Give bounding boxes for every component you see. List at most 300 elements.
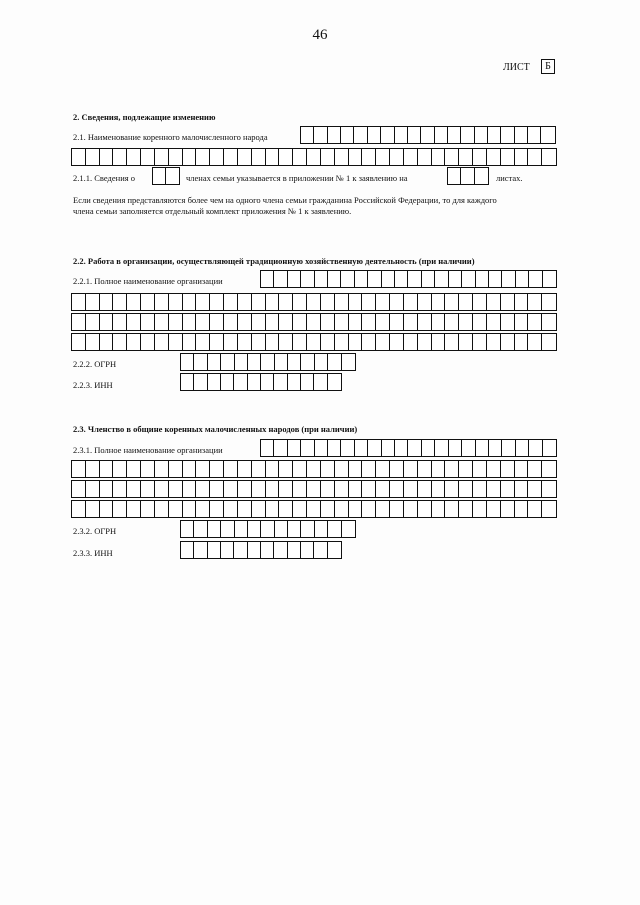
character-cell[interactable] xyxy=(279,334,293,350)
character-cell[interactable] xyxy=(418,294,432,310)
character-cell[interactable] xyxy=(169,461,183,477)
character-cell[interactable] xyxy=(183,461,197,477)
character-cell[interactable] xyxy=(418,461,432,477)
character-cell[interactable] xyxy=(208,374,221,390)
character-cell[interactable] xyxy=(210,461,224,477)
character-cell[interactable] xyxy=(252,461,266,477)
character-cell[interactable] xyxy=(293,149,307,165)
character-cell[interactable] xyxy=(321,501,335,517)
character-cell[interactable] xyxy=(155,501,169,517)
character-cell[interactable] xyxy=(395,127,408,143)
character-cell[interactable] xyxy=(181,521,194,537)
character-cell[interactable] xyxy=(473,334,487,350)
character-cell[interactable] xyxy=(355,271,368,287)
character-cell[interactable] xyxy=(288,271,301,287)
character-cell[interactable] xyxy=(183,501,197,517)
character-cell[interactable] xyxy=(155,461,169,477)
character-cell[interactable] xyxy=(418,149,432,165)
character-cell[interactable] xyxy=(315,271,328,287)
character-cell[interactable] xyxy=(275,521,288,537)
character-cell[interactable] xyxy=(261,521,274,537)
character-cell[interactable] xyxy=(301,374,314,390)
character-cell[interactable] xyxy=(502,440,515,456)
character-cell[interactable] xyxy=(445,334,459,350)
character-cell[interactable] xyxy=(501,334,515,350)
character-cell[interactable] xyxy=(448,168,461,184)
character-cell[interactable] xyxy=(252,314,266,330)
character-cell[interactable] xyxy=(395,440,408,456)
character-cell[interactable] xyxy=(376,149,390,165)
character-cell[interactable] xyxy=(307,461,321,477)
character-cell[interactable] xyxy=(543,271,556,287)
character-cell[interactable] xyxy=(542,334,556,350)
character-cell[interactable] xyxy=(183,314,197,330)
character-cell[interactable] xyxy=(210,149,224,165)
character-cell[interactable] xyxy=(301,354,314,370)
character-cell[interactable] xyxy=(432,481,446,497)
character-cell[interactable] xyxy=(408,127,421,143)
character-cell[interactable] xyxy=(382,271,395,287)
character-cell[interactable] xyxy=(328,271,341,287)
character-cell[interactable] xyxy=(86,481,100,497)
character-cell[interactable] xyxy=(473,501,487,517)
character-cell[interactable] xyxy=(542,481,556,497)
character-cell[interactable] xyxy=(376,501,390,517)
character-cell[interactable] xyxy=(72,294,86,310)
character-cell[interactable] xyxy=(252,501,266,517)
character-cell[interactable] xyxy=(266,481,280,497)
character-cell[interactable] xyxy=(86,314,100,330)
character-cell[interactable] xyxy=(275,354,288,370)
character-cell[interactable] xyxy=(141,501,155,517)
character-cell[interactable] xyxy=(261,440,274,456)
character-cell[interactable] xyxy=(462,440,475,456)
character-cell[interactable] xyxy=(528,127,541,143)
character-cell[interactable] xyxy=(487,294,501,310)
character-cell[interactable] xyxy=(279,501,293,517)
character-cell[interactable] xyxy=(362,149,376,165)
character-cell[interactable] xyxy=(301,440,314,456)
character-cell[interactable] xyxy=(183,294,197,310)
character-cell[interactable] xyxy=(196,481,210,497)
character-cell[interactable] xyxy=(86,149,100,165)
character-cell[interactable] xyxy=(376,294,390,310)
character-cell[interactable] xyxy=(501,461,515,477)
character-cell[interactable] xyxy=(238,294,252,310)
character-cell[interactable] xyxy=(113,149,127,165)
character-cell[interactable] xyxy=(113,461,127,477)
character-cell[interactable] xyxy=(445,294,459,310)
character-cell[interactable] xyxy=(502,271,515,287)
character-cell[interactable] xyxy=(404,314,418,330)
character-cell[interactable] xyxy=(72,149,86,165)
character-cell[interactable] xyxy=(221,542,234,558)
character-cell[interactable] xyxy=(307,149,321,165)
character-cell[interactable] xyxy=(181,354,194,370)
character-cell[interactable] xyxy=(155,481,169,497)
appendix-sheets-count-field[interactable] xyxy=(447,167,489,185)
character-cell[interactable] xyxy=(315,354,328,370)
character-cell[interactable] xyxy=(155,334,169,350)
character-cell[interactable] xyxy=(194,521,207,537)
character-cell[interactable] xyxy=(501,501,515,517)
character-cell[interactable] xyxy=(127,501,141,517)
character-cell[interactable] xyxy=(362,334,376,350)
character-cell[interactable] xyxy=(72,461,86,477)
character-cell[interactable] xyxy=(113,334,127,350)
character-cell[interactable] xyxy=(183,334,197,350)
character-cell[interactable] xyxy=(279,149,293,165)
character-cell[interactable] xyxy=(301,542,314,558)
character-cell[interactable] xyxy=(196,314,210,330)
character-cell[interactable] xyxy=(404,501,418,517)
character-cell[interactable] xyxy=(328,374,341,390)
character-cell[interactable] xyxy=(315,521,328,537)
character-cell[interactable] xyxy=(328,127,341,143)
character-cell[interactable] xyxy=(390,149,404,165)
character-cell[interactable] xyxy=(473,294,487,310)
character-cell[interactable] xyxy=(328,440,341,456)
work-ogrn-field[interactable] xyxy=(180,353,356,371)
character-cell[interactable] xyxy=(238,481,252,497)
character-cell[interactable] xyxy=(314,542,327,558)
character-cell[interactable] xyxy=(335,334,349,350)
character-cell[interactable] xyxy=(100,334,114,350)
character-cell[interactable] xyxy=(515,334,529,350)
character-cell[interactable] xyxy=(515,481,529,497)
character-cell[interactable] xyxy=(266,314,280,330)
character-cell[interactable] xyxy=(528,334,542,350)
work-org-name-field-row3[interactable] xyxy=(71,313,557,331)
character-cell[interactable] xyxy=(501,127,514,143)
character-cell[interactable] xyxy=(321,294,335,310)
character-cell[interactable] xyxy=(515,149,529,165)
character-cell[interactable] xyxy=(127,294,141,310)
character-cell[interactable] xyxy=(362,461,376,477)
character-cell[interactable] xyxy=(335,481,349,497)
community-org-name-field-row4[interactable] xyxy=(71,500,557,518)
character-cell[interactable] xyxy=(208,542,221,558)
character-cell[interactable] xyxy=(321,481,335,497)
character-cell[interactable] xyxy=(100,481,114,497)
character-cell[interactable] xyxy=(293,294,307,310)
character-cell[interactable] xyxy=(274,271,287,287)
character-cell[interactable] xyxy=(141,149,155,165)
character-cell[interactable] xyxy=(181,374,194,390)
character-cell[interactable] xyxy=(307,294,321,310)
character-cell[interactable] xyxy=(293,481,307,497)
character-cell[interactable] xyxy=(473,481,487,497)
character-cell[interactable] xyxy=(100,149,114,165)
character-cell[interactable] xyxy=(449,271,462,287)
character-cell[interactable] xyxy=(349,334,363,350)
character-cell[interactable] xyxy=(155,294,169,310)
character-cell[interactable] xyxy=(459,149,473,165)
indigenous-people-name-field-row2[interactable] xyxy=(71,148,557,166)
character-cell[interactable] xyxy=(252,149,266,165)
character-cell[interactable] xyxy=(221,374,234,390)
character-cell[interactable] xyxy=(489,271,502,287)
character-cell[interactable] xyxy=(376,481,390,497)
character-cell[interactable] xyxy=(221,354,234,370)
character-cell[interactable] xyxy=(487,481,501,497)
character-cell[interactable] xyxy=(266,501,280,517)
character-cell[interactable] xyxy=(208,354,221,370)
character-cell[interactable] xyxy=(355,440,368,456)
character-cell[interactable] xyxy=(459,334,473,350)
character-cell[interactable] xyxy=(266,461,280,477)
character-cell[interactable] xyxy=(194,542,207,558)
character-cell[interactable] xyxy=(113,314,127,330)
character-cell[interactable] xyxy=(516,271,529,287)
character-cell[interactable] xyxy=(528,294,542,310)
character-cell[interactable] xyxy=(301,271,314,287)
character-cell[interactable] xyxy=(335,314,349,330)
character-cell[interactable] xyxy=(475,168,488,184)
character-cell[interactable] xyxy=(224,481,238,497)
character-cell[interactable] xyxy=(194,354,207,370)
character-cell[interactable] xyxy=(473,314,487,330)
character-cell[interactable] xyxy=(169,314,183,330)
character-cell[interactable] xyxy=(169,334,183,350)
character-cell[interactable] xyxy=(224,149,238,165)
character-cell[interactable] xyxy=(487,149,501,165)
character-cell[interactable] xyxy=(301,127,314,143)
character-cell[interactable] xyxy=(476,271,489,287)
character-cell[interactable] xyxy=(224,334,238,350)
character-cell[interactable] xyxy=(487,501,501,517)
character-cell[interactable] xyxy=(459,314,473,330)
character-cell[interactable] xyxy=(515,314,529,330)
character-cell[interactable] xyxy=(528,149,542,165)
character-cell[interactable] xyxy=(335,501,349,517)
character-cell[interactable] xyxy=(487,461,501,477)
character-cell[interactable] xyxy=(422,271,435,287)
character-cell[interactable] xyxy=(542,461,556,477)
family-members-count-field[interactable] xyxy=(152,167,180,185)
character-cell[interactable] xyxy=(301,521,314,537)
character-cell[interactable] xyxy=(432,501,446,517)
character-cell[interactable] xyxy=(432,314,446,330)
character-cell[interactable] xyxy=(208,521,221,537)
character-cell[interactable] xyxy=(261,374,274,390)
character-cell[interactable] xyxy=(86,461,100,477)
character-cell[interactable] xyxy=(279,314,293,330)
character-cell[interactable] xyxy=(100,294,114,310)
character-cell[interactable] xyxy=(321,461,335,477)
character-cell[interactable] xyxy=(181,542,194,558)
character-cell[interactable] xyxy=(445,501,459,517)
character-cell[interactable] xyxy=(390,314,404,330)
character-cell[interactable] xyxy=(315,440,328,456)
character-cell[interactable] xyxy=(86,294,100,310)
character-cell[interactable] xyxy=(376,334,390,350)
character-cell[interactable] xyxy=(422,440,435,456)
character-cell[interactable] xyxy=(488,127,501,143)
character-cell[interactable] xyxy=(307,334,321,350)
character-cell[interactable] xyxy=(432,334,446,350)
character-cell[interactable] xyxy=(127,314,141,330)
character-cell[interactable] xyxy=(248,354,261,370)
character-cell[interactable] xyxy=(328,354,341,370)
character-cell[interactable] xyxy=(542,149,556,165)
character-cell[interactable] xyxy=(459,481,473,497)
character-cell[interactable] xyxy=(529,440,542,456)
character-cell[interactable] xyxy=(169,294,183,310)
character-cell[interactable] xyxy=(155,149,169,165)
character-cell[interactable] xyxy=(445,461,459,477)
character-cell[interactable] xyxy=(341,271,354,287)
character-cell[interactable] xyxy=(169,501,183,517)
character-cell[interactable] xyxy=(238,501,252,517)
character-cell[interactable] xyxy=(543,440,556,456)
character-cell[interactable] xyxy=(328,542,341,558)
character-cell[interactable] xyxy=(341,440,354,456)
character-cell[interactable] xyxy=(342,521,355,537)
character-cell[interactable] xyxy=(335,149,349,165)
character-cell[interactable] xyxy=(390,461,404,477)
character-cell[interactable] xyxy=(196,334,210,350)
character-cell[interactable] xyxy=(113,481,127,497)
community-inn-field[interactable] xyxy=(180,541,342,559)
character-cell[interactable] xyxy=(501,294,515,310)
character-cell[interactable] xyxy=(328,521,341,537)
character-cell[interactable] xyxy=(376,461,390,477)
character-cell[interactable] xyxy=(169,149,183,165)
character-cell[interactable] xyxy=(459,461,473,477)
character-cell[interactable] xyxy=(528,314,542,330)
character-cell[interactable] xyxy=(541,127,554,143)
character-cell[interactable] xyxy=(279,294,293,310)
character-cell[interactable] xyxy=(274,440,287,456)
work-inn-field[interactable] xyxy=(180,373,342,391)
character-cell[interactable] xyxy=(224,501,238,517)
character-cell[interactable] xyxy=(288,542,301,558)
character-cell[interactable] xyxy=(354,127,367,143)
character-cell[interactable] xyxy=(542,501,556,517)
character-cell[interactable] xyxy=(183,481,197,497)
character-cell[interactable] xyxy=(274,374,287,390)
character-cell[interactable] xyxy=(293,314,307,330)
character-cell[interactable] xyxy=(141,461,155,477)
character-cell[interactable] xyxy=(238,149,252,165)
work-org-name-field-row4[interactable] xyxy=(71,333,557,351)
character-cell[interactable] xyxy=(166,168,179,184)
character-cell[interactable] xyxy=(153,168,166,184)
character-cell[interactable] xyxy=(238,314,252,330)
character-cell[interactable] xyxy=(395,271,408,287)
character-cell[interactable] xyxy=(528,461,542,477)
character-cell[interactable] xyxy=(100,461,114,477)
character-cell[interactable] xyxy=(516,440,529,456)
character-cell[interactable] xyxy=(349,294,363,310)
character-cell[interactable] xyxy=(404,461,418,477)
character-cell[interactable] xyxy=(248,542,261,558)
character-cell[interactable] xyxy=(266,294,280,310)
character-cell[interactable] xyxy=(72,334,86,350)
character-cell[interactable] xyxy=(261,271,274,287)
character-cell[interactable] xyxy=(169,481,183,497)
character-cell[interactable] xyxy=(279,461,293,477)
character-cell[interactable] xyxy=(408,271,421,287)
character-cell[interactable] xyxy=(445,481,459,497)
character-cell[interactable] xyxy=(501,149,515,165)
character-cell[interactable] xyxy=(515,294,529,310)
character-cell[interactable] xyxy=(489,440,502,456)
character-cell[interactable] xyxy=(235,354,248,370)
character-cell[interactable] xyxy=(141,314,155,330)
character-cell[interactable] xyxy=(100,314,114,330)
character-cell[interactable] xyxy=(368,271,381,287)
character-cell[interactable] xyxy=(279,481,293,497)
character-cell[interactable] xyxy=(515,127,528,143)
character-cell[interactable] xyxy=(341,127,354,143)
character-cell[interactable] xyxy=(390,481,404,497)
character-cell[interactable] xyxy=(501,314,515,330)
character-cell[interactable] xyxy=(445,314,459,330)
character-cell[interactable] xyxy=(362,294,376,310)
character-cell[interactable] xyxy=(473,461,487,477)
character-cell[interactable] xyxy=(376,314,390,330)
character-cell[interactable] xyxy=(515,461,529,477)
character-cell[interactable] xyxy=(224,314,238,330)
character-cell[interactable] xyxy=(288,521,301,537)
character-cell[interactable] xyxy=(432,149,446,165)
character-cell[interactable] xyxy=(248,521,261,537)
character-cell[interactable] xyxy=(113,501,127,517)
character-cell[interactable] xyxy=(252,294,266,310)
character-cell[interactable] xyxy=(224,461,238,477)
character-cell[interactable] xyxy=(362,481,376,497)
character-cell[interactable] xyxy=(288,374,301,390)
character-cell[interactable] xyxy=(307,501,321,517)
character-cell[interactable] xyxy=(390,334,404,350)
character-cell[interactable] xyxy=(461,168,474,184)
character-cell[interactable] xyxy=(335,461,349,477)
character-cell[interactable] xyxy=(432,461,446,477)
character-cell[interactable] xyxy=(86,334,100,350)
character-cell[interactable] xyxy=(421,127,434,143)
character-cell[interactable] xyxy=(234,542,247,558)
character-cell[interactable] xyxy=(293,334,307,350)
character-cell[interactable] xyxy=(194,374,207,390)
character-cell[interactable] xyxy=(418,334,432,350)
character-cell[interactable] xyxy=(274,542,287,558)
character-cell[interactable] xyxy=(362,314,376,330)
character-cell[interactable] xyxy=(349,481,363,497)
character-cell[interactable] xyxy=(72,501,86,517)
character-cell[interactable] xyxy=(349,149,363,165)
character-cell[interactable] xyxy=(390,294,404,310)
character-cell[interactable] xyxy=(487,334,501,350)
character-cell[interactable] xyxy=(473,149,487,165)
character-cell[interactable] xyxy=(234,374,247,390)
character-cell[interactable] xyxy=(314,127,327,143)
character-cell[interactable] xyxy=(404,149,418,165)
character-cell[interactable] xyxy=(72,481,86,497)
character-cell[interactable] xyxy=(307,314,321,330)
character-cell[interactable] xyxy=(418,481,432,497)
character-cell[interactable] xyxy=(210,481,224,497)
community-org-name-field-row2[interactable] xyxy=(71,460,557,478)
character-cell[interactable] xyxy=(321,314,335,330)
character-cell[interactable] xyxy=(475,127,488,143)
character-cell[interactable] xyxy=(196,501,210,517)
community-org-name-field-row3[interactable] xyxy=(71,480,557,498)
character-cell[interactable] xyxy=(127,334,141,350)
character-cell[interactable] xyxy=(210,314,224,330)
character-cell[interactable] xyxy=(210,501,224,517)
